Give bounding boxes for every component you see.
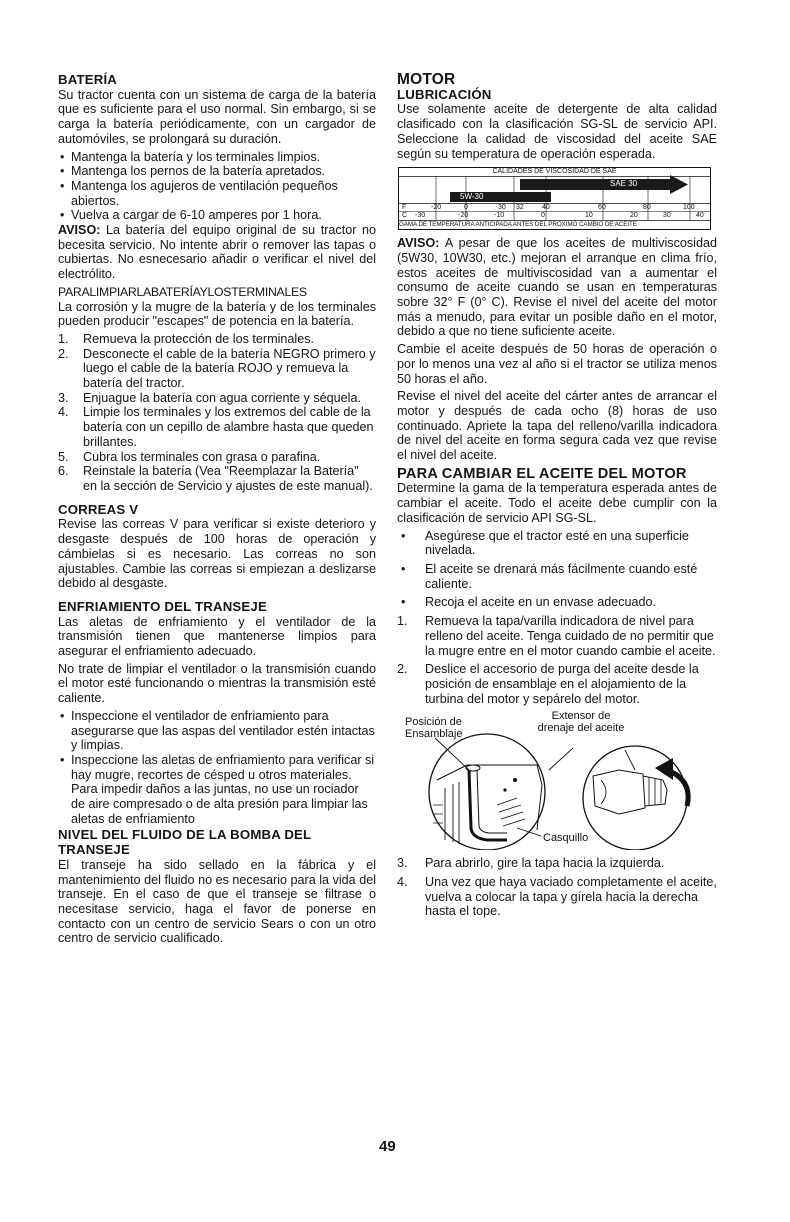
list-item	[58, 391, 376, 406]
5w30-label: 5W-30	[460, 192, 484, 202]
f-tick: 40	[542, 204, 550, 212]
page-number: 49	[379, 1138, 396, 1155]
right-column	[397, 73, 717, 923]
list-item	[397, 875, 717, 919]
step-number: 3.	[397, 856, 408, 871]
aviso-text: La batería del equipo original de su tractor no becesita servicio. No intente abrir o remover las tapas o cubiertas. No esnecesario añadir o verificar el nivel del electrólito.	[58, 223, 377, 282]
f-tick: 80	[643, 204, 651, 212]
f-tick: 30	[498, 204, 506, 212]
step-number: 1.	[58, 331, 69, 346]
bateria-aviso	[58, 223, 376, 282]
c-tick: 20	[630, 212, 638, 220]
left-column	[58, 73, 376, 949]
cambiar-aceite-heading: PARA CAMBIAR EL ACEITE DEL MOTOR	[397, 465, 687, 482]
label-extensor: Extensor de drenaje del aceite	[537, 710, 625, 735]
f-tick: -20	[431, 204, 442, 212]
motor-heading: MOTOR	[397, 71, 456, 88]
aviso-label: AVISO:	[397, 236, 440, 251]
step-number: 5.	[58, 449, 69, 464]
step-text: Deslice el accesorio de purga del aceite desde la posición de ensamblaje en el alojamiento de la turbina del motor y sepárelo del motor.	[425, 662, 699, 706]
enfriamiento-p1: Las aletas de enfriamiento y el ventilador de la transmisión tienen que mantenerse limpios para asegurar el enfriamiento adecuado.	[58, 614, 376, 659]
list-item: • Mantenga los agujeros de ventilación pequeños abiertos.	[58, 179, 376, 208]
list-item	[58, 405, 376, 449]
c-tick: 30	[663, 212, 671, 220]
nivel-fluido-text: El transeje ha sido sellado en la fábrica y el mantenimiento del fluido no es necesario para la vida del transeje. En el caso de que el transeje se filtrase o necesitase servicio, haga el favor de ponerse en contacto con un centro de servicio Sears o con un otro centro de servicio cualificado.	[58, 857, 376, 946]
lubricacion-heading: LUBRICACIÓN	[397, 86, 492, 102]
list-item	[58, 347, 376, 391]
step-text: Desconecte el cable de la batería NEGRO primero y luego el cable de la batería ROJO y remueva la batería del tractor.	[83, 346, 376, 391]
step-number: 3.	[58, 390, 69, 405]
sae30-label: SAE 30	[610, 179, 638, 189]
limpiar-intro: La corrosión y la mugre de la batería y de los terminales pueden producir "escapes" de potencia en la batería.	[58, 299, 376, 329]
label-casquillo: Casquillo	[543, 832, 589, 845]
list-item: • El aceite se drenará más fácilmente cuando esté caliente.	[397, 562, 717, 591]
cambiar-aceite-steps-b	[397, 856, 717, 919]
list-item	[58, 464, 376, 493]
c-tick: -20	[458, 212, 469, 220]
enfriamiento-p2: No trate de limpiar el ventilador o la transmisión cuando el motor esté funcionando o mientras la transmisión esté caliente.	[58, 661, 376, 706]
limpiar-heading: PARALIMPIARLABATERÍAYLOSTERMINALES	[58, 284, 307, 299]
list-item: • Recoja el aceite en un envase adecuado.	[397, 595, 717, 610]
step-number: 2.	[397, 662, 408, 677]
c-tick: -10	[494, 212, 505, 220]
c-axis-label: C	[402, 212, 408, 220]
step-text: Remueva la protección de los terminales.	[83, 331, 314, 346]
limpiar-steps	[58, 332, 376, 494]
step-number: 6.	[58, 464, 69, 479]
aviso-text: A pesar de que los aceites de multiviscosidad (5W30, 10W30, etc.) mejoran el arranque en clima frío, estos aceites de multiviscosidad van a aumentar el consumo de aceite cuando se usan en temperaturas sobre 32° F (0° C). Revise el nivel del aceite del motor más a menudo, para evitar un posible daño en el motor, debido a que no tiene suficiente aceite.	[397, 236, 717, 339]
list-item: • Vuelva a cargar de 6-10 amperes por 1 hora.	[58, 208, 376, 223]
step-text: Enjuague la batería con agua corriente y séquela.	[83, 390, 361, 405]
step-number: 4.	[58, 405, 69, 420]
cambie-aceite-text: Cambie el aceite después de 50 horas de operación o por lo menos una vez al año si el tractor se utiliza menos 50 horas el año.	[397, 342, 717, 386]
step-text: Reinstale la batería (Vea "Reemplazar la Batería" en la sección de Servicio y ajustes de este manual).	[83, 464, 373, 493]
step-text: Remueva la tapa/varilla indicadora de nivel para relleno del aceite. Tenga cuidado de no permitir que la mugre entre en el motor cuando cambie el aceite.	[425, 614, 716, 658]
bateria-heading: BATERÍA	[58, 72, 118, 87]
viscosity-chart	[398, 167, 716, 230]
sae30-bar	[520, 179, 670, 190]
step-text: Cubra los terminales con grasa o parafina.	[83, 449, 321, 464]
list-item	[397, 614, 717, 658]
list-item: • Inspeccione las aletas de enfriamiento para verificar si hay mugre, recortes de césped u otros materiales. Para impedir daños a las juntas, no use un rociador de aire compresado o de alta presión para limpiar las aletas de enfriamiento	[58, 753, 376, 827]
step-text: Una vez que haya vaciado completamente el aceite, vuelva a colocar la tapa y gírela hacia la derecha hasta el tope.	[425, 875, 717, 919]
list-item	[397, 662, 717, 706]
sae30-arrow	[670, 175, 688, 194]
lubricacion-text: Use solamente aceite de detergente de alta calidad clasificado con la clasificación SG-SL de servicio API. Seleccione la calidad de viscosidad del aceite SAE según su temperatura de operación esperada.	[397, 102, 717, 161]
nivel-fluido-heading: NIVEL DEL FLUIDO DE LA BOMBA DEL TRANSEJE	[58, 827, 312, 858]
list-item	[58, 450, 376, 465]
correas-text: Revise las correas V para verificar si existe deterioro y desgaste después de 100 horas de operación y cámbielas si es necesario. Las correas no son ajustables. Cambie las correas si empiezan a deslizarse debido al desgaste.	[58, 517, 376, 591]
c-tick: 0	[541, 212, 545, 220]
cambiar-aceite-bullets	[397, 529, 717, 611]
c-tick: -30	[415, 212, 426, 220]
motor-aviso	[397, 236, 717, 339]
enfriamiento-heading: ENFRIAMIENTO DEL TRANSEJE	[58, 598, 267, 614]
correas-heading: CORREAS V	[58, 501, 139, 517]
step-text: Para abrirlo, gire la tapa hacia la izquierda.	[425, 856, 665, 871]
label-posicion: Posición de Ensamblaje	[405, 716, 463, 741]
cambiar-aceite-steps-a	[397, 614, 717, 706]
enfriamiento-bullets	[58, 709, 376, 827]
bateria-bullets	[58, 150, 376, 224]
list-item	[397, 856, 717, 871]
step-number: 4.	[397, 875, 408, 890]
f-axis-label: F	[402, 204, 407, 212]
f-tick: 100	[683, 204, 695, 212]
f-tick: 32	[516, 204, 524, 212]
aviso-label: AVISO:	[58, 223, 101, 238]
f-tick: 60	[598, 204, 606, 212]
list-item: • Asegúrese que el tractor esté en una superficie nivelada.	[397, 529, 717, 558]
chart-footer: GAMA DE TEMPERATURA ANTICIPADA ANTES DEL PROXIMO CAMBIO DE ACEITE	[399, 221, 637, 229]
step-number: 1.	[397, 614, 408, 629]
chart-title: CALIDADES DE VISCOSIDAD DE SAE	[492, 168, 617, 176]
c-tick: 10	[585, 212, 593, 220]
c-tick: 40	[696, 212, 704, 220]
revise-nivel-text: Revise el nivel del aceite del cárter antes de arrancar el motor y después de cada ocho (8) horas de uso continuado. Apriete la tapa del relleno/varilla indicadora de nivel del aceite en forma segura cada vez que revise el nivel del aceite.	[397, 389, 717, 463]
bateria-intro: Su tractor cuenta con un sistema de carga de la batería que es suficiente para el uso normal. Sin embargo, si se carga la batería periódicamente, con un cargador de automóviles, se prolongará su duración.	[58, 87, 376, 146]
list-item	[58, 332, 376, 347]
step-text: Limpie los terminales y los extremos del cable de la batería con un cepillo de alambre hasta que queden brillantes.	[83, 405, 374, 449]
cambiar-aceite-intro: Determine la gama de la temperatura esperada antes de cambiar el aceite. Todo el aceite debe cumplir con la clasificación de servicio API SG-SL.	[397, 481, 717, 525]
f-tick: 0	[464, 204, 468, 212]
step-number: 2.	[58, 346, 69, 361]
list-item: • Inspeccione el ventilador de enfriamiento para asegurarse que las aspas del ventilador estén intactas y limpias.	[58, 709, 376, 753]
list-item: • Mantenga los pernos de la batería apretados.	[58, 164, 376, 179]
drain-illustration	[397, 710, 717, 850]
list-item: • Mantenga la batería y los terminales limpios.	[58, 150, 376, 165]
